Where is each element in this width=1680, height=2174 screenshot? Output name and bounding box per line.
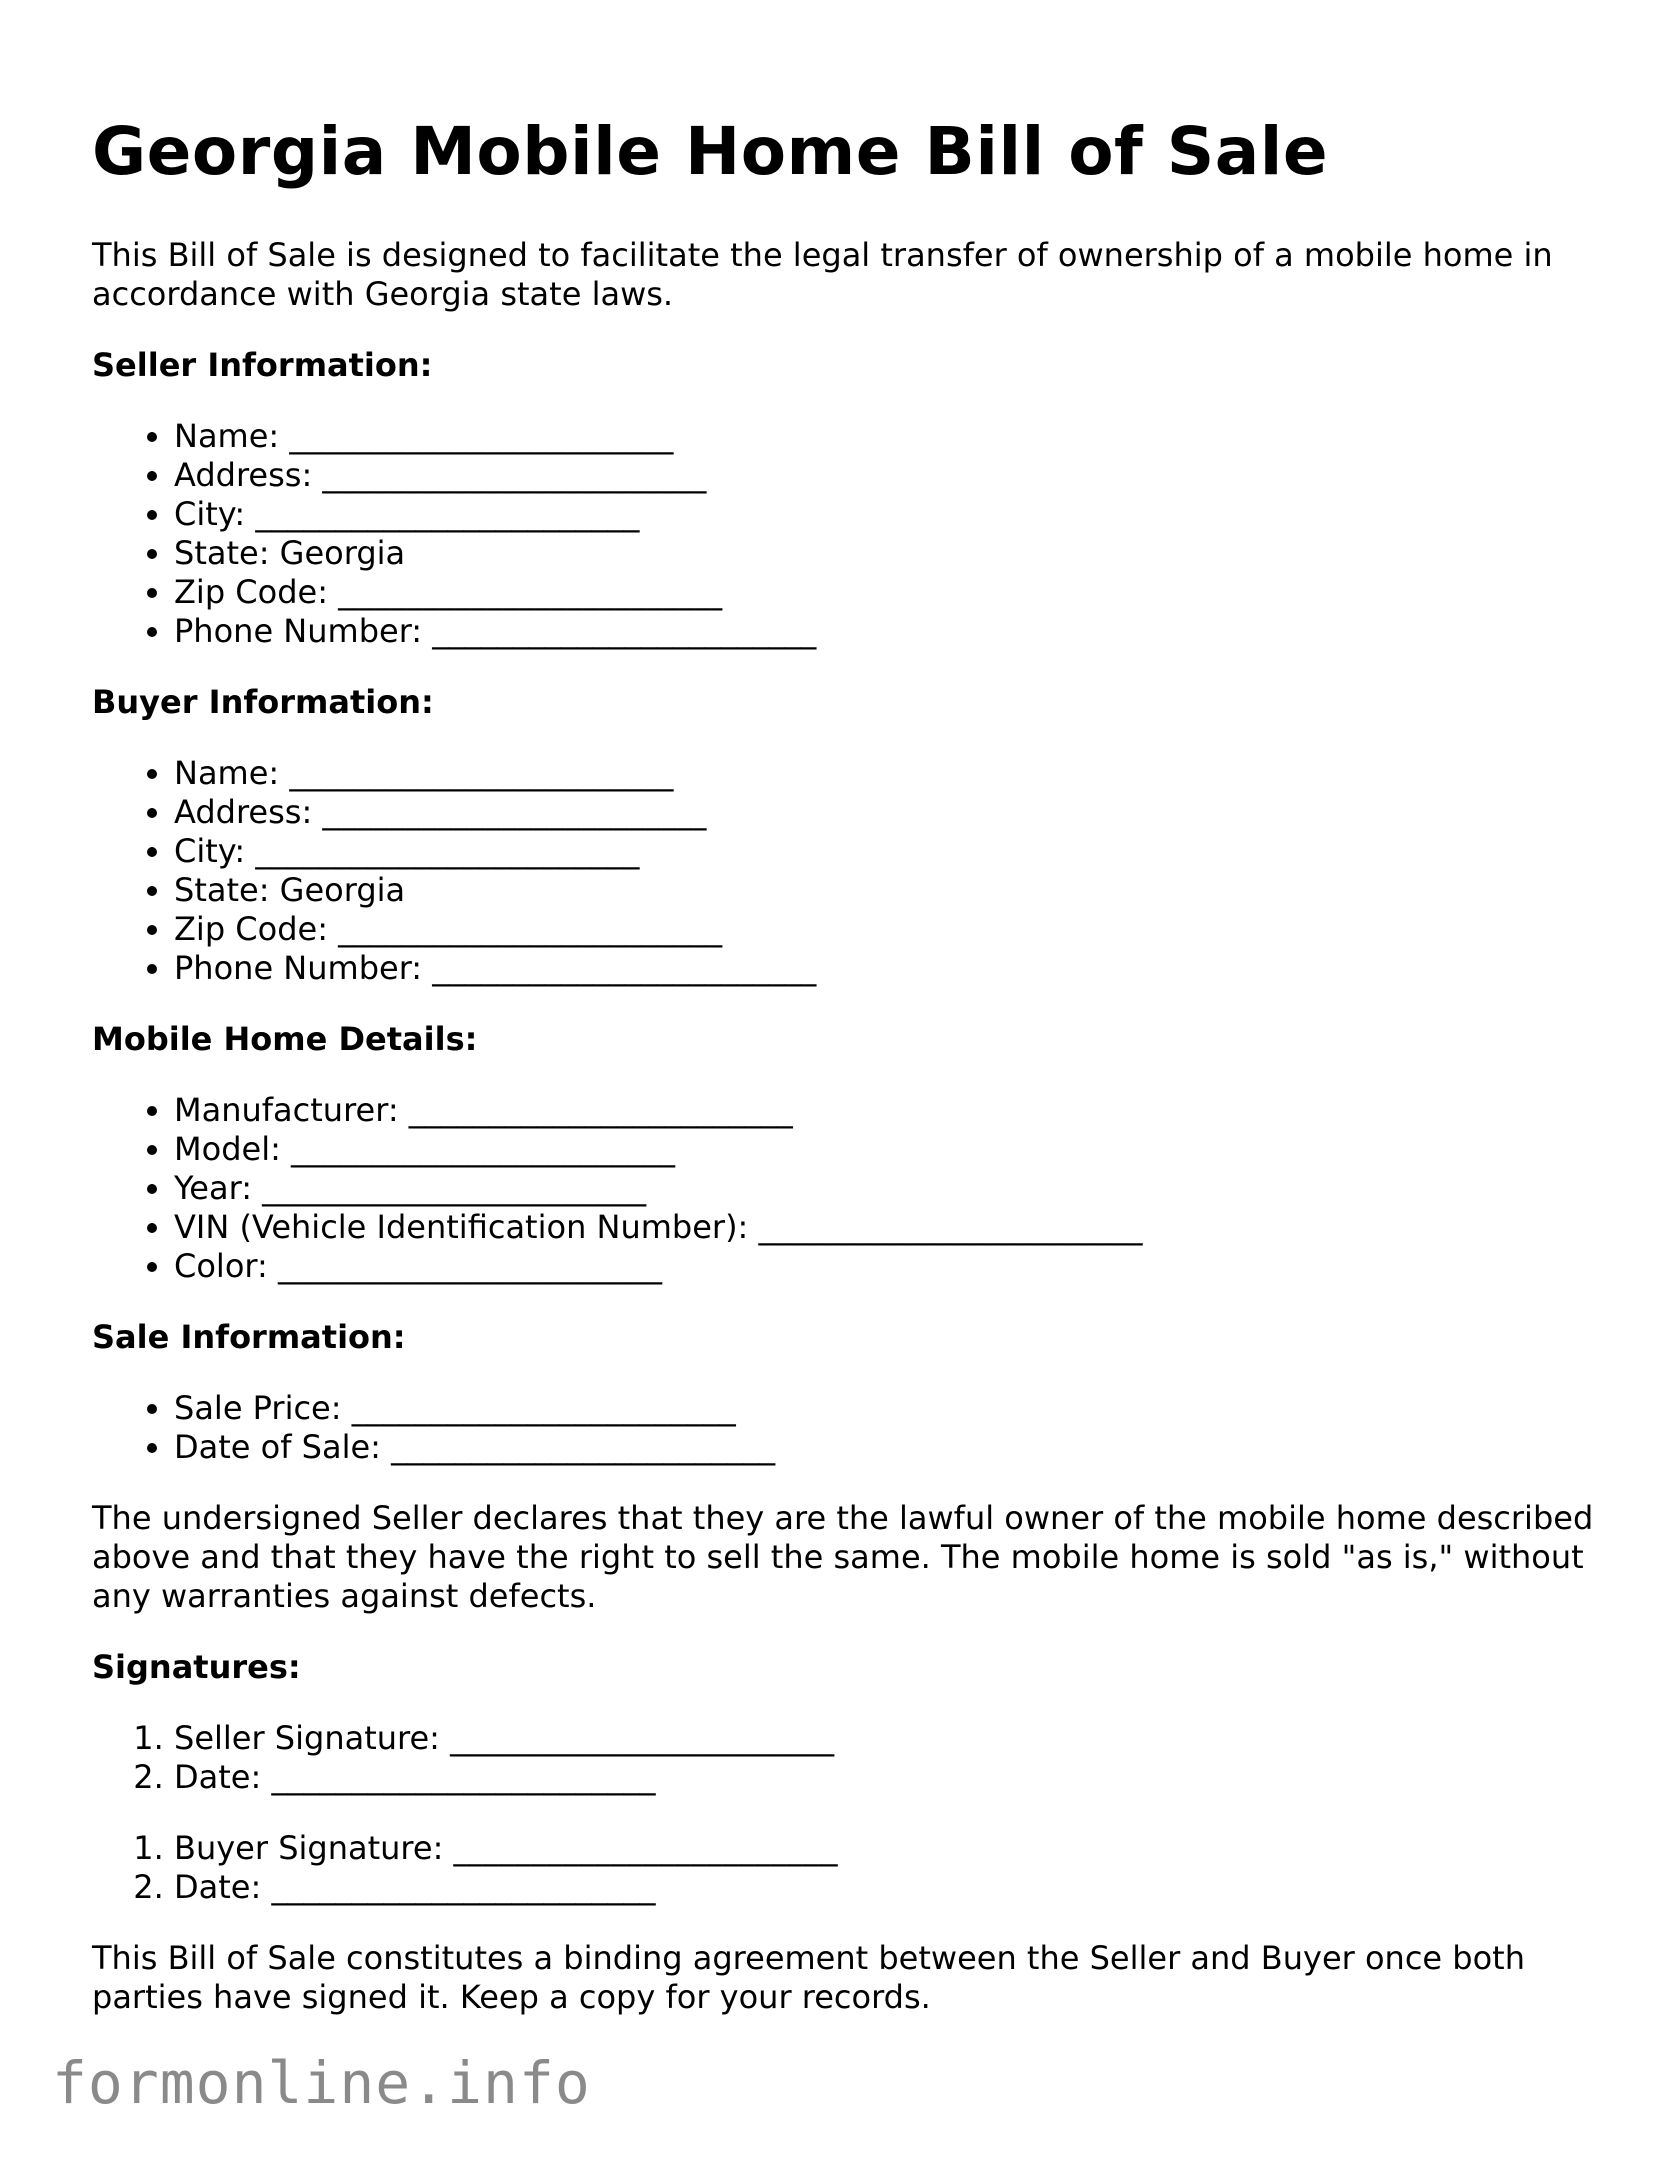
signatures-section-heading: Signatures: [92,1648,301,1686]
mobile-home-section-heading: Mobile Home Details: [92,1020,478,1058]
seller-signature-field: 1. Seller Signature: ________________________ [174,1719,1612,1758]
declaration-paragraph: The undersigned Seller declares that they are the lawful owner of the mobile home described above and that they have the right to sell the same. The mobile home is sold "as is," without any warranties against defects. [92,1499,1594,1615]
buyer-state-field: • State: Georgia [174,871,1612,910]
buyer-info-list [92,754,1612,988]
buyer-signature-date-field: 2. Date: ________________________ [174,1868,1612,1907]
buyer-signature-field: 1. Buyer Signature: ________________________ [174,1829,1612,1868]
manufacturer-field: • Manufacturer: ________________________ [174,1091,1612,1130]
sale-price-field: • Sale Price: ________________________ [174,1389,1612,1428]
seller-city-field: • City: ________________________ [174,495,1612,534]
seller-zip-field: • Zip Code: ________________________ [174,573,1612,612]
document-page [92,112,1612,2049]
intro-paragraph: This Bill of Sale is designed to facilitate the legal transfer of ownership of a mobile home in accordance with Georgia state laws. [92,236,1553,313]
sale-section-heading: Sale Information: [92,1318,406,1356]
buyer-signature-list [92,1829,1612,1907]
mobile-home-details-list [92,1091,1612,1286]
buyer-phone-field: • Phone Number: ________________________ [174,949,1612,988]
sale-date-field: • Date of Sale: ________________________ [174,1428,1612,1467]
seller-state-field: • State: Georgia [174,534,1612,573]
vin-field: • VIN (Vehicle Identification Number): ________________________ [174,1208,1612,1247]
buyer-address-field: • Address: ________________________ [174,793,1612,832]
seller-phone-field: • Phone Number: ________________________ [174,612,1612,651]
seller-section-heading: Seller Information: [92,346,433,384]
document-title: Georgia Mobile Home Bill of Sale [92,113,1329,190]
watermark-text: formonline.info [52,2049,591,2117]
seller-signature-date-field: 2. Date: ________________________ [174,1758,1612,1797]
buyer-name-field: • Name: ________________________ [174,754,1612,793]
color-field: • Color: ________________________ [174,1247,1612,1286]
seller-signature-list [92,1719,1612,1797]
buyer-section-heading: Buyer Information: [92,683,434,721]
seller-info-list [92,417,1612,651]
closing-paragraph: This Bill of Sale constitutes a binding agreement between the Seller and Buyer once both parties have signed it. Keep a copy for your records. [92,1939,1525,2016]
model-field: • Model: ________________________ [174,1130,1612,1169]
seller-name-field: • Name: ________________________ [174,417,1612,456]
buyer-city-field: • City: ________________________ [174,832,1612,871]
buyer-zip-field: • Zip Code: ________________________ [174,910,1612,949]
seller-address-field: • Address: ________________________ [174,456,1612,495]
year-field: • Year: ________________________ [174,1169,1612,1208]
sale-info-list [92,1389,1612,1467]
